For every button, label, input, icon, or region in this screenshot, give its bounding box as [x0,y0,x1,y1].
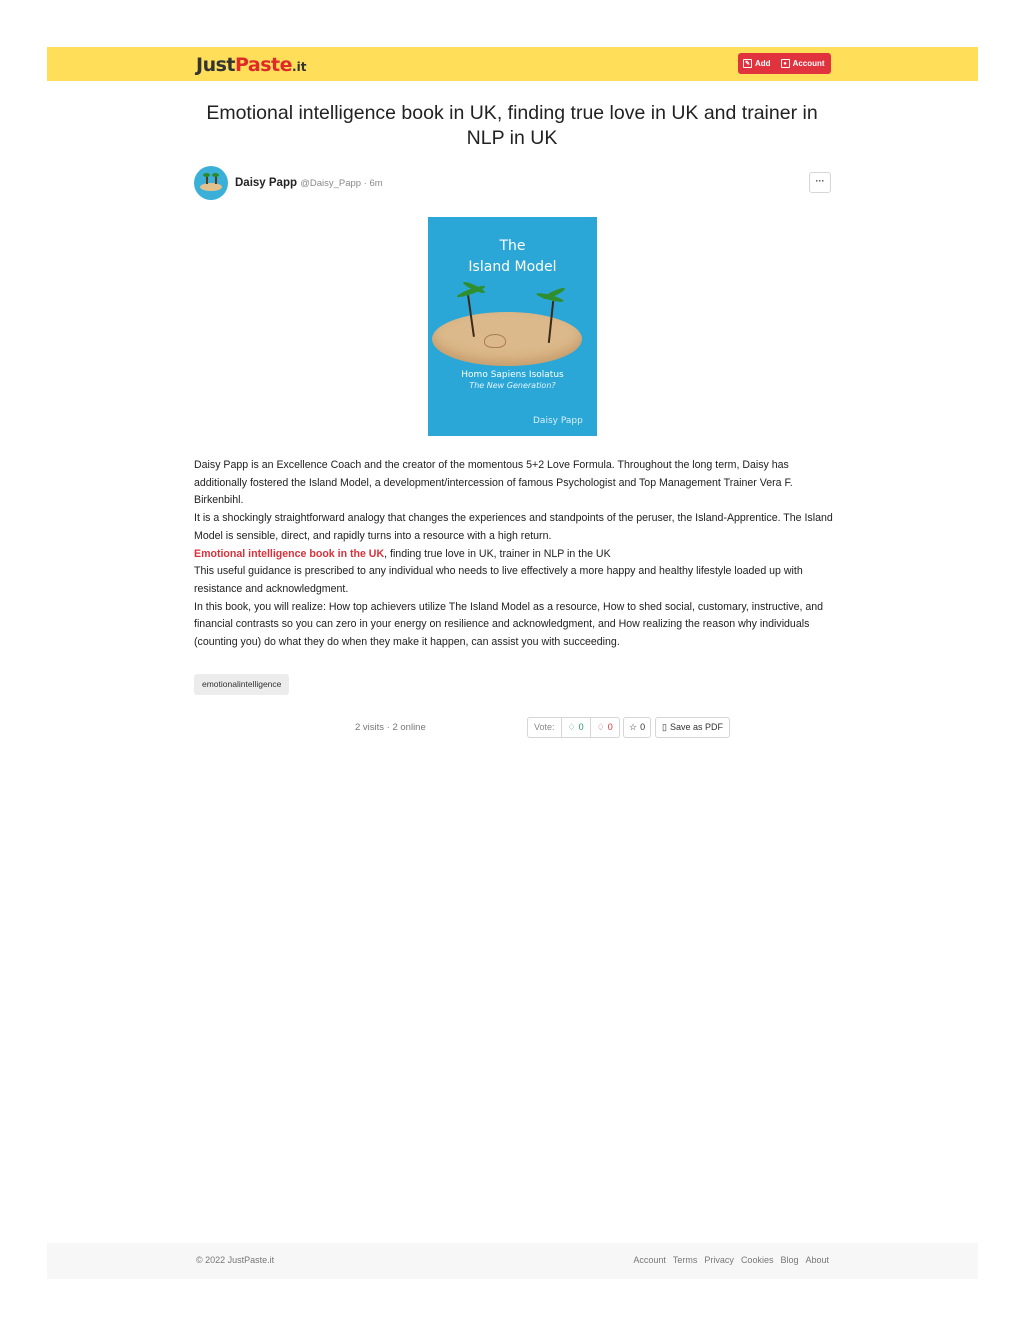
cover-title-line2: Island Model [468,259,557,275]
footer [47,1243,978,1279]
star-icon: ☆ [629,722,638,732]
island-shape [432,312,582,366]
site-logo[interactable]: JustPaste.it [196,54,307,76]
author-meta: @Daisy_Papp · 6m [300,178,383,189]
avatar[interactable] [194,166,228,200]
copyright: © 2022 JustPaste.it [196,1255,275,1265]
footer-link-account[interactable]: Account [633,1255,666,1265]
footer-links [633,1255,829,1265]
page-title: Emotional intelligence book in UK, finding true love in UK and trainer in NLP in UK [206,102,818,149]
cover-tagline: The New Generation? [469,381,556,390]
upvote-button[interactable]: ♢ 0 [562,717,591,738]
edit-icon: ✎ [744,60,751,67]
paragraph: In this book, you will realize: How top achievers utilize The Island Model as a resource, How to shed social, customary, instructive, and financial contrasts so you can zero in your energy on resilience and acknowledgment, and How realizing the reason why individuals (counting you) do what they do when they make it happen, can assist you with succeeding. [194,600,824,649]
post-body [194,457,834,652]
visit-stats: 2 visits · 2 online [355,722,426,733]
paragraph: This useful guidance is prescribed to any individual who needs to live effectively a more happy and healthy lifestyle loaded up with resistance and acknowledgment. [194,565,803,595]
user-icon: ● [781,59,790,68]
vote-label: Vote: [527,717,562,738]
pdf-icon: ▯ [662,722,667,732]
cover-author: Daisy Papp [533,416,583,426]
tag-chip[interactable]: emotionalintelligence [194,674,289,695]
footer-link-cookies[interactable]: Cookies [740,1255,774,1265]
footer-link-blog[interactable]: Blog [780,1255,799,1265]
author-name[interactable]: Daisy Papp [235,177,297,189]
author-line [235,176,383,191]
top-buttons [738,53,831,74]
save-as-pdf-button[interactable]: ▯ Save as PDF [655,717,730,738]
footer-link-about[interactable]: About [805,1255,829,1265]
cover-subtitle: Homo Sapiens Isolatus [461,370,564,380]
cover-title-line1: The [499,238,526,254]
footer-link-terms[interactable]: Terms [672,1255,698,1265]
footer-link-privacy[interactable]: Privacy [704,1255,734,1265]
paragraph-with-link: Emotional intelligence book in the UK, finding true love in UK, trainer in NLP in the UK [194,547,611,560]
more-options-button[interactable]: ··· [809,172,831,193]
paragraph: It is a shockingly straightforward analogy that changes the experiences and standpoints of the peruser, the Island-Apprentice. The Island Model is sensible, direct, and rapidly turns into a resource with a high return. [194,512,833,542]
vote-group [527,717,620,738]
thumbs-up-icon: ♢ [567,722,576,732]
emotional-intelligence-link[interactable]: Emotional intelligence book in the UK [194,547,385,560]
add-button[interactable]: ✎ Add [744,59,771,68]
paragraph: Daisy Papp is an Excellence Coach and the creator of the momentous 5+2 Love Formula. Throughout the long term, Daisy has additionally fostered the Island Model, a development/intercession of famous Psychologist and Top Management Trainer Vera F. Birkenbihl. [194,459,793,507]
top-bar [47,47,978,81]
book-cover-image [428,217,597,436]
star-button[interactable]: ☆ 0 [623,717,651,738]
thumbs-down-icon: ♢ [596,722,605,732]
downvote-button[interactable]: ♢ 0 [591,717,620,738]
account-button[interactable]: ● Account [776,53,830,74]
